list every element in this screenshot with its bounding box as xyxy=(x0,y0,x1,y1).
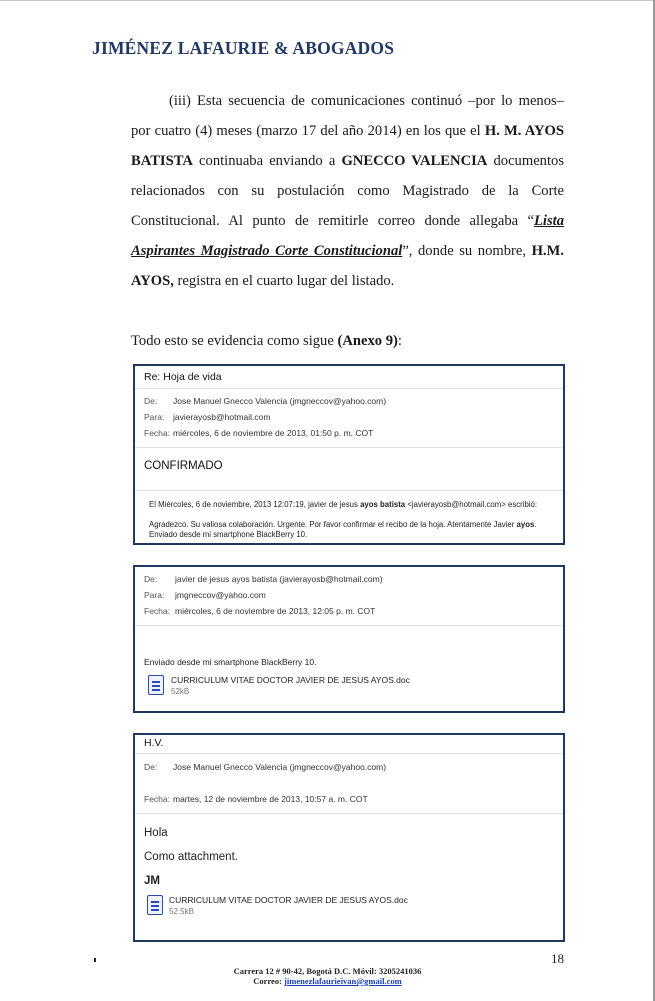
to-value: javierayosb@hotmail.com xyxy=(173,412,271,422)
document-title: Lista Aspirantes Magistrado Corte Constitucional xyxy=(131,213,564,259)
divider xyxy=(135,388,563,389)
date-value: miércoles, 6 de noviembre de 2013, 01:50 p. m. COT xyxy=(173,428,374,438)
word-doc-icon xyxy=(147,895,163,915)
name-ayos-batista: H. M. AYOS BATISTA xyxy=(131,123,564,169)
footer-address: Carrera 12 # 90-42, Bogotá D.C. Móvil: 3205241036 xyxy=(233,966,422,976)
quoted-header-text: El Miércoles, 6 de noviembre, 2013 12:07:19, javier de jesus xyxy=(149,500,361,509)
quoted-sender-name: ayos batista xyxy=(360,500,406,509)
anexo-label: (Anexo 9) xyxy=(337,333,398,349)
attachment-size: 52.5kB xyxy=(169,907,194,916)
name-gnecco-valencia: GNECCO VALENCIA xyxy=(341,153,488,169)
email-from-row xyxy=(135,759,563,775)
email-date-row xyxy=(135,425,563,441)
date-value: miércoles, 6 de noviembre de 2013, 12:05 p. m. COT xyxy=(175,606,376,616)
quoted-body-text: . xyxy=(534,520,537,529)
evidence-text: Todo esto se evidencia como sigue xyxy=(131,333,338,349)
evidence-line xyxy=(131,326,402,356)
paragraph-text: continuaba enviando a xyxy=(192,153,342,169)
firm-letterhead: JIMÉNEZ LAFAURIE & ABOGADOS xyxy=(92,38,395,58)
quoted-header-text: <javierayosb@hotmail.com> escribió: xyxy=(405,500,538,509)
quoted-name: ayos xyxy=(516,520,535,529)
attachment-size: 52kB xyxy=(171,687,190,696)
divider xyxy=(135,447,563,448)
page-top-edge xyxy=(0,0,655,1)
to-value: jmgneccov@yahoo.com xyxy=(175,590,266,600)
page-number: 18 xyxy=(551,951,564,966)
footer-mail-line xyxy=(0,976,655,986)
date-label: Fecha: xyxy=(144,428,170,438)
quoted-header xyxy=(135,500,563,510)
page-mark xyxy=(94,958,96,962)
date-label: Fecha: xyxy=(144,606,170,616)
main-paragraph xyxy=(131,86,564,296)
email-subject: H.V. xyxy=(144,737,164,749)
email-date-row xyxy=(135,603,563,619)
email-to-row xyxy=(135,587,563,603)
email-date-row xyxy=(135,791,563,807)
divider xyxy=(135,625,563,626)
email-to-row xyxy=(135,409,563,425)
paragraph-text: documentos relacionados con su postulación como Magistrado de la Corte Constitucional. Al punto de remitirle correo donde allegaba “ xyxy=(131,153,564,229)
attachment-name: CURRICULUM VITAE DOCTOR JAVIER DE JESUS AYOS.doc xyxy=(169,895,408,905)
from-label: De: xyxy=(144,762,158,772)
email-signature: JM xyxy=(144,875,160,887)
email-body: Como attachment. xyxy=(144,851,238,863)
quoted-body-text: Agradezco. Su valiosa colaboración. Urgente. Por favor confirmar el recibo de la hoja. Atentamente Javier xyxy=(149,520,517,529)
evidence-colon: : xyxy=(397,333,402,349)
email-subject: Re: Hoja de vida xyxy=(144,371,222,383)
from-label: De: xyxy=(144,396,158,406)
from-value: Jose Manuel Gnecco Valencia (jmgneccov@yahoo.com) xyxy=(173,762,387,772)
from-value: Jose Manuel Gnecco Valencia (jmgneccov@yahoo.com) xyxy=(173,396,387,406)
attachment-name: CURRICULUM VITAE DOCTOR JAVIER DE JESUS AYOS.doc xyxy=(171,675,410,685)
to-label: Para: xyxy=(144,590,165,600)
paragraph-text: registra en el cuarto lugar del listado. xyxy=(173,273,395,289)
date-value: martes, 12 de noviembre de 2013, 10:57 a. m. COT xyxy=(173,794,368,804)
word-doc-icon xyxy=(148,675,164,695)
from-label: De: xyxy=(144,574,158,584)
quoted-signature: Enviado desde mi smartphone BlackBerry 10. xyxy=(149,530,308,539)
divider xyxy=(135,753,563,754)
email-screenshot-2 xyxy=(133,565,565,713)
paragraph-text: (iii) Esta secuencia de comunicaciones continuó –por lo menos– por cuatro (4) meses (marzo 17 del año 2014) en los que el xyxy=(131,93,564,139)
email-from-row xyxy=(135,393,563,409)
name-hm-ayos: H.M. AYOS, xyxy=(131,243,564,289)
divider xyxy=(135,490,563,491)
email-body: Enviado desde mi smartphone BlackBerry 10. xyxy=(144,657,317,667)
attachment[interactable] xyxy=(135,894,563,920)
footer-mail-link[interactable]: jimenezlafaurieivan@gmail.com xyxy=(284,976,402,986)
to-label: Para: xyxy=(144,412,165,422)
attachment[interactable] xyxy=(135,674,563,700)
email-screenshot-3 xyxy=(133,733,565,942)
footer-mail-label: Correo: xyxy=(253,976,285,986)
email-from-row xyxy=(135,571,563,587)
date-label: Fecha: xyxy=(144,794,170,804)
page-footer xyxy=(0,966,655,986)
email-greeting: Hola xyxy=(144,827,168,839)
divider xyxy=(135,813,563,814)
quoted-body xyxy=(135,520,563,530)
paragraph-text: ”, donde su nombre, xyxy=(402,243,532,259)
email-screenshot-1 xyxy=(133,364,565,545)
from-value: javier de jesus ayos batista (javierayosb@hotmail.com) xyxy=(175,574,383,584)
email-body: CONFIRMADO xyxy=(144,460,223,472)
